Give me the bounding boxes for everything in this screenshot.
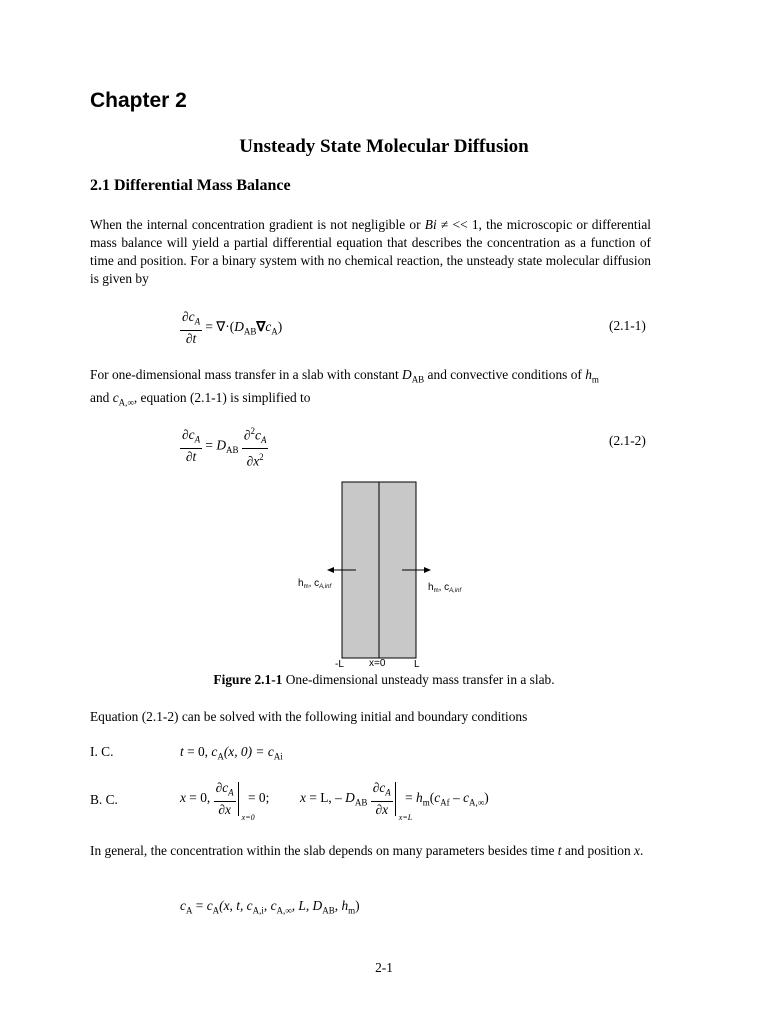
- para-text: .: [640, 843, 644, 858]
- paragraph-parameters: [90, 842, 651, 860]
- h-sub: m: [591, 374, 599, 385]
- concentration-dependence-equation: [180, 898, 360, 916]
- para-text: and position: [561, 843, 635, 858]
- eq2-diffusivity-sub: AB: [225, 445, 239, 456]
- eq3-c: c: [180, 898, 186, 913]
- figure-caption-text: One-dimensional unsteady mass transfer in a slab.: [282, 672, 555, 687]
- bc-eval-bar-1: [238, 782, 255, 822]
- para-text: ≠ << 1, the microscopic or differential mass balance will yield a partial differential equation that describes the concentration as a function of time and position. For a binary system with no chemical reaction, the unsteady state molecular diffusion is given by: [90, 217, 651, 286]
- para-text: and convective conditions of: [424, 367, 586, 382]
- subsection-heading: 2.1 Differential Mass Balance: [90, 177, 291, 194]
- right-condition-label: $h_m$, $c_{A,inf}$: [428, 582, 462, 594]
- bc-val1: = 0;: [244, 789, 270, 805]
- eq1-conc: c: [265, 318, 272, 334]
- bc-frac1-num-sub: A: [228, 787, 234, 798]
- boundary-condition-expression: [180, 780, 489, 822]
- ic-c-sub: A: [217, 751, 224, 762]
- ic-t: t: [180, 744, 184, 759]
- eq2-rhs-conc-sub: A: [260, 435, 267, 446]
- bc-eval-at-1: x=0: [241, 812, 255, 822]
- bc-frac2-den: ∂x: [375, 801, 389, 817]
- x-left-label: -L: [335, 659, 344, 670]
- eq3-close: ): [355, 898, 360, 913]
- eq3-cinf: c: [270, 898, 277, 913]
- ic-text: = 0,: [183, 744, 212, 759]
- bc-fraction-1: [214, 780, 236, 818]
- bc-x2: x: [300, 789, 306, 805]
- bc-x1-eq: = 0,: [185, 789, 214, 805]
- eq1-diffusivity: D: [234, 318, 244, 334]
- para-text: and: [90, 389, 113, 405]
- initial-condition-label: I. C.: [90, 744, 114, 759]
- ic-c2: c: [267, 744, 274, 759]
- eq3-equals: =: [192, 898, 207, 913]
- bc-h: h: [416, 789, 423, 805]
- figure-caption: [0, 672, 768, 688]
- eq2-rhs-sup: 2: [250, 426, 255, 436]
- bc-h-sub: m: [422, 797, 430, 808]
- eq3-h: h: [341, 898, 349, 913]
- eq2-lhs-fraction: [180, 427, 202, 465]
- eq2-rhs-den: ∂x: [246, 453, 260, 469]
- bc-x1: x: [180, 789, 186, 805]
- eq3-c2-sub: A: [212, 905, 220, 916]
- eq1-close-paren: ): [277, 318, 283, 334]
- biot-symbol: Bi: [424, 217, 437, 232]
- left-condition-label: $h_m$, $c_{A,inf}$: [298, 578, 332, 590]
- eq3-args: (x, t,: [219, 898, 247, 913]
- eq3-L: , L,: [291, 898, 313, 913]
- eq3-c-sub: A: [185, 905, 193, 916]
- eq2-equals: =: [202, 437, 217, 453]
- bc-c1: c: [434, 789, 441, 805]
- bc-diffusivity: D: [345, 789, 355, 805]
- boundary-condition-label: B. C.: [90, 792, 118, 807]
- eq2-rhs-den-sup: 2: [259, 452, 264, 463]
- eq1-diffusivity-sub: AB: [243, 326, 257, 337]
- eq3-h-sub: m: [348, 905, 356, 916]
- eq1-conc-sub: A: [271, 326, 278, 337]
- bc-frac1-num: ∂c: [215, 780, 229, 795]
- eq1-num: ∂c: [182, 309, 195, 324]
- bc-x2-eq: = L, –: [306, 789, 346, 805]
- bc-minus: –: [449, 789, 464, 805]
- ic-args: (x, 0) =: [223, 744, 268, 759]
- eq1-den: ∂t: [185, 330, 197, 346]
- slab-diagram: [280, 478, 500, 673]
- eq2-rhs-partial: ∂: [243, 427, 251, 443]
- paragraph-intro: [90, 216, 651, 288]
- page-number: 2-1: [375, 960, 393, 975]
- eq1-lhs-fraction: [180, 309, 202, 347]
- eq3-cinf-sub: A,∞: [276, 905, 292, 916]
- eq1-num-sub: A: [194, 316, 201, 327]
- bc-fraction-2: [371, 780, 393, 818]
- bc-c1-sub: Af: [440, 797, 450, 808]
- x-center-label: x=0: [369, 658, 386, 669]
- bc-eval-bar-2: [395, 782, 413, 822]
- bc-frac2-num: ∂c: [372, 780, 386, 795]
- eq2-lhs-num: ∂c: [182, 427, 195, 443]
- bc-close-paren: ): [484, 789, 489, 805]
- slab-figure: [280, 478, 500, 673]
- section-title: Unsteady State Molecular Diffusion: [239, 136, 529, 157]
- equation-number-2-1-2: (2.1-2): [609, 433, 646, 448]
- c-sub: A,∞: [118, 397, 134, 408]
- position-symbol: x: [634, 843, 640, 858]
- eq3-c2: c: [206, 898, 213, 913]
- x-right-label: L: [414, 659, 420, 670]
- eq2-lhs-den: ∂t: [185, 449, 197, 465]
- eq3-d: D: [312, 898, 323, 913]
- eq3-ci: c: [246, 898, 253, 913]
- para-text: For one-dimensional mass transfer in a slab with constant: [90, 367, 403, 382]
- para-text: When the internal concentration gradient is not negligible or: [90, 217, 425, 232]
- figure-caption-label: Figure 2.1-1: [213, 672, 283, 687]
- eq1-rhs-op: = ∇·(: [202, 318, 235, 334]
- eq1-nabla: ∇: [256, 318, 266, 334]
- para-text: , equation (2.1-1) is simplified to: [133, 389, 311, 405]
- eq2-rhs-fraction: [242, 423, 269, 470]
- paragraph-conditions: Equation (2.1-2) can be solved with the following initial and boundary conditions: [90, 709, 528, 724]
- diffusivity-symbol: D: [402, 367, 412, 382]
- initial-condition-expression: [180, 744, 283, 762]
- bc-c2-sub: A,∞: [469, 797, 485, 808]
- ic-c: c: [211, 744, 218, 759]
- bc-eval-at-2: x=L: [398, 812, 413, 822]
- bc-frac1-den: ∂x: [218, 801, 231, 817]
- equation-2-1-2: [180, 423, 268, 470]
- eq3-d-sub: AB: [322, 905, 335, 916]
- para-text: In general, the concentration within the slab depends on many parameters besides time: [90, 843, 558, 858]
- bc-frac2-num-sub: A: [385, 787, 391, 798]
- eq2-rhs-conc: c: [254, 427, 261, 443]
- h-symbol: h: [585, 367, 592, 382]
- c-symbol: c: [112, 389, 119, 405]
- equation-number-2-1-1: (2.1-1): [609, 318, 646, 333]
- equation-2-1-1: [180, 309, 282, 347]
- ic-c2-sub: Ai: [273, 751, 283, 762]
- bc-diffusivity-sub: AB: [354, 797, 368, 808]
- eq3-comma: ,: [263, 898, 271, 913]
- diffusivity-sub: AB: [411, 374, 425, 385]
- eq3-comma: ,: [334, 898, 342, 913]
- time-symbol: t: [557, 843, 562, 858]
- bc-open-paren: (: [429, 789, 435, 805]
- eq2-diffusivity: D: [216, 437, 226, 453]
- bc-rhs-eq: =: [401, 789, 417, 805]
- chapter-heading: Chapter 2: [90, 89, 187, 112]
- eq3-ci-sub: A,i: [252, 905, 264, 916]
- bc-c2: c: [463, 789, 470, 805]
- eq2-lhs-num-sub: A: [194, 435, 201, 446]
- paragraph-slab: [90, 366, 651, 411]
